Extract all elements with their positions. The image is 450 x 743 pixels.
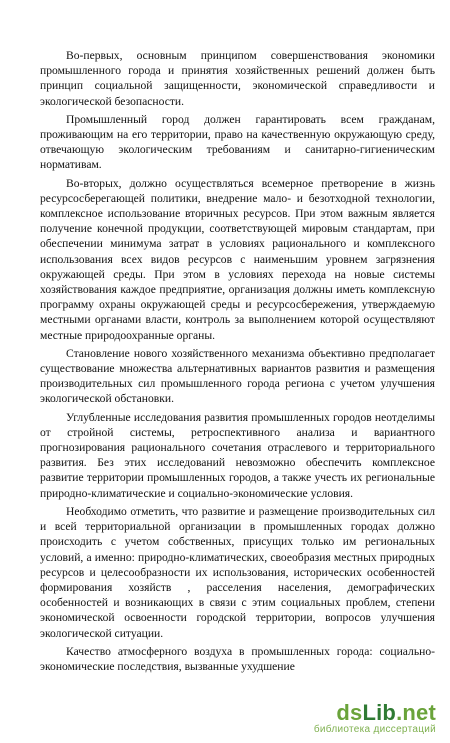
paragraph-3: Во-вторых, должно осуществляться всемерное претворение в жизнь ресурсосберегающей политики, внедрение мало- и безотходной технологии, комплексное использование вторичных ресурсов. При этом важным является получение конечной продукции, соответствующей мировым стандартам, при обеспечении минимума затрат в условиях рационального и комплексного использования всех видов ресурсов с наименьшим уровнем загрязнения окружающей среды. При этом в условиях перехода на новые системы хозяйствования каждое предприятие, организация должны иметь комплексную программу охраны окружающей среды и ресурсосбережения, утверждаемую местными органами власти, контроль за выполнением которой осуществляют местные природоохранные органы. xyxy=(40,176,435,342)
paragraph-4: Становление нового хозяйственного механизма объективно предполагает существование множества альтернативных вариантов развития и размещения производительных сил промышленного города региона с учетом улучшения экологической обстановки. xyxy=(40,346,435,406)
logo-part-net: .net xyxy=(396,700,436,725)
watermark-caption: библиотека диссертаций xyxy=(313,724,436,735)
paragraph-1: Во-первых, основным принципом совершенствования экономики промышленного города и принятия хозяйственных решений должен быть принцип социальной защищенности, экономической справедливости и экологической безопасности. xyxy=(40,49,435,108)
paragraph-5: Углубленные исследования развития промышленных городов неотделимы от стройной системы, ретроспективного анализа и вариантного прогнозирования рационального сочетания отраслевого и территориального развития. Без этих исследований невозможно обеспечить комплексное развитие территории промышленных городов, а также учесть их региональные природно-климатические и социально-экономические условия. xyxy=(40,410,435,500)
paragraph-7: Качество атмосферного воздуха в промышленных города: социально-экономические последствия, вызванные ухудшение xyxy=(40,644,435,673)
logo-part-lib: Lib xyxy=(362,700,397,725)
logo-part-ds: ds xyxy=(336,700,363,725)
dslib-logo xyxy=(314,702,436,724)
dslib-watermark xyxy=(314,702,436,735)
paragraph-6: Необходимо отметить, что развитие и размещение производительных сил и всей территориальной организации в промышленных городах должно происходить с учетом собственных, присущих только им региональных условий, а именно: природно-климатических, своеобразия местных природных ресурсов и целесообразности их использования, исторических особенностей формирования хозяйств , расселения населения, демографических особенностей и возникающих в связи с этим социальных проблем, степени экономической освоенности городской территории, вопросов улучшения экологической ситуации. xyxy=(40,504,435,640)
document-body xyxy=(40,48,435,677)
paragraph-2: Промышленный город должен гарантировать всем гражданам, проживающим на его территории, право на качественную окружающую среду, отвечающую экологическим требованиям и санитарно-гигиеническим нормативам. xyxy=(40,112,435,172)
